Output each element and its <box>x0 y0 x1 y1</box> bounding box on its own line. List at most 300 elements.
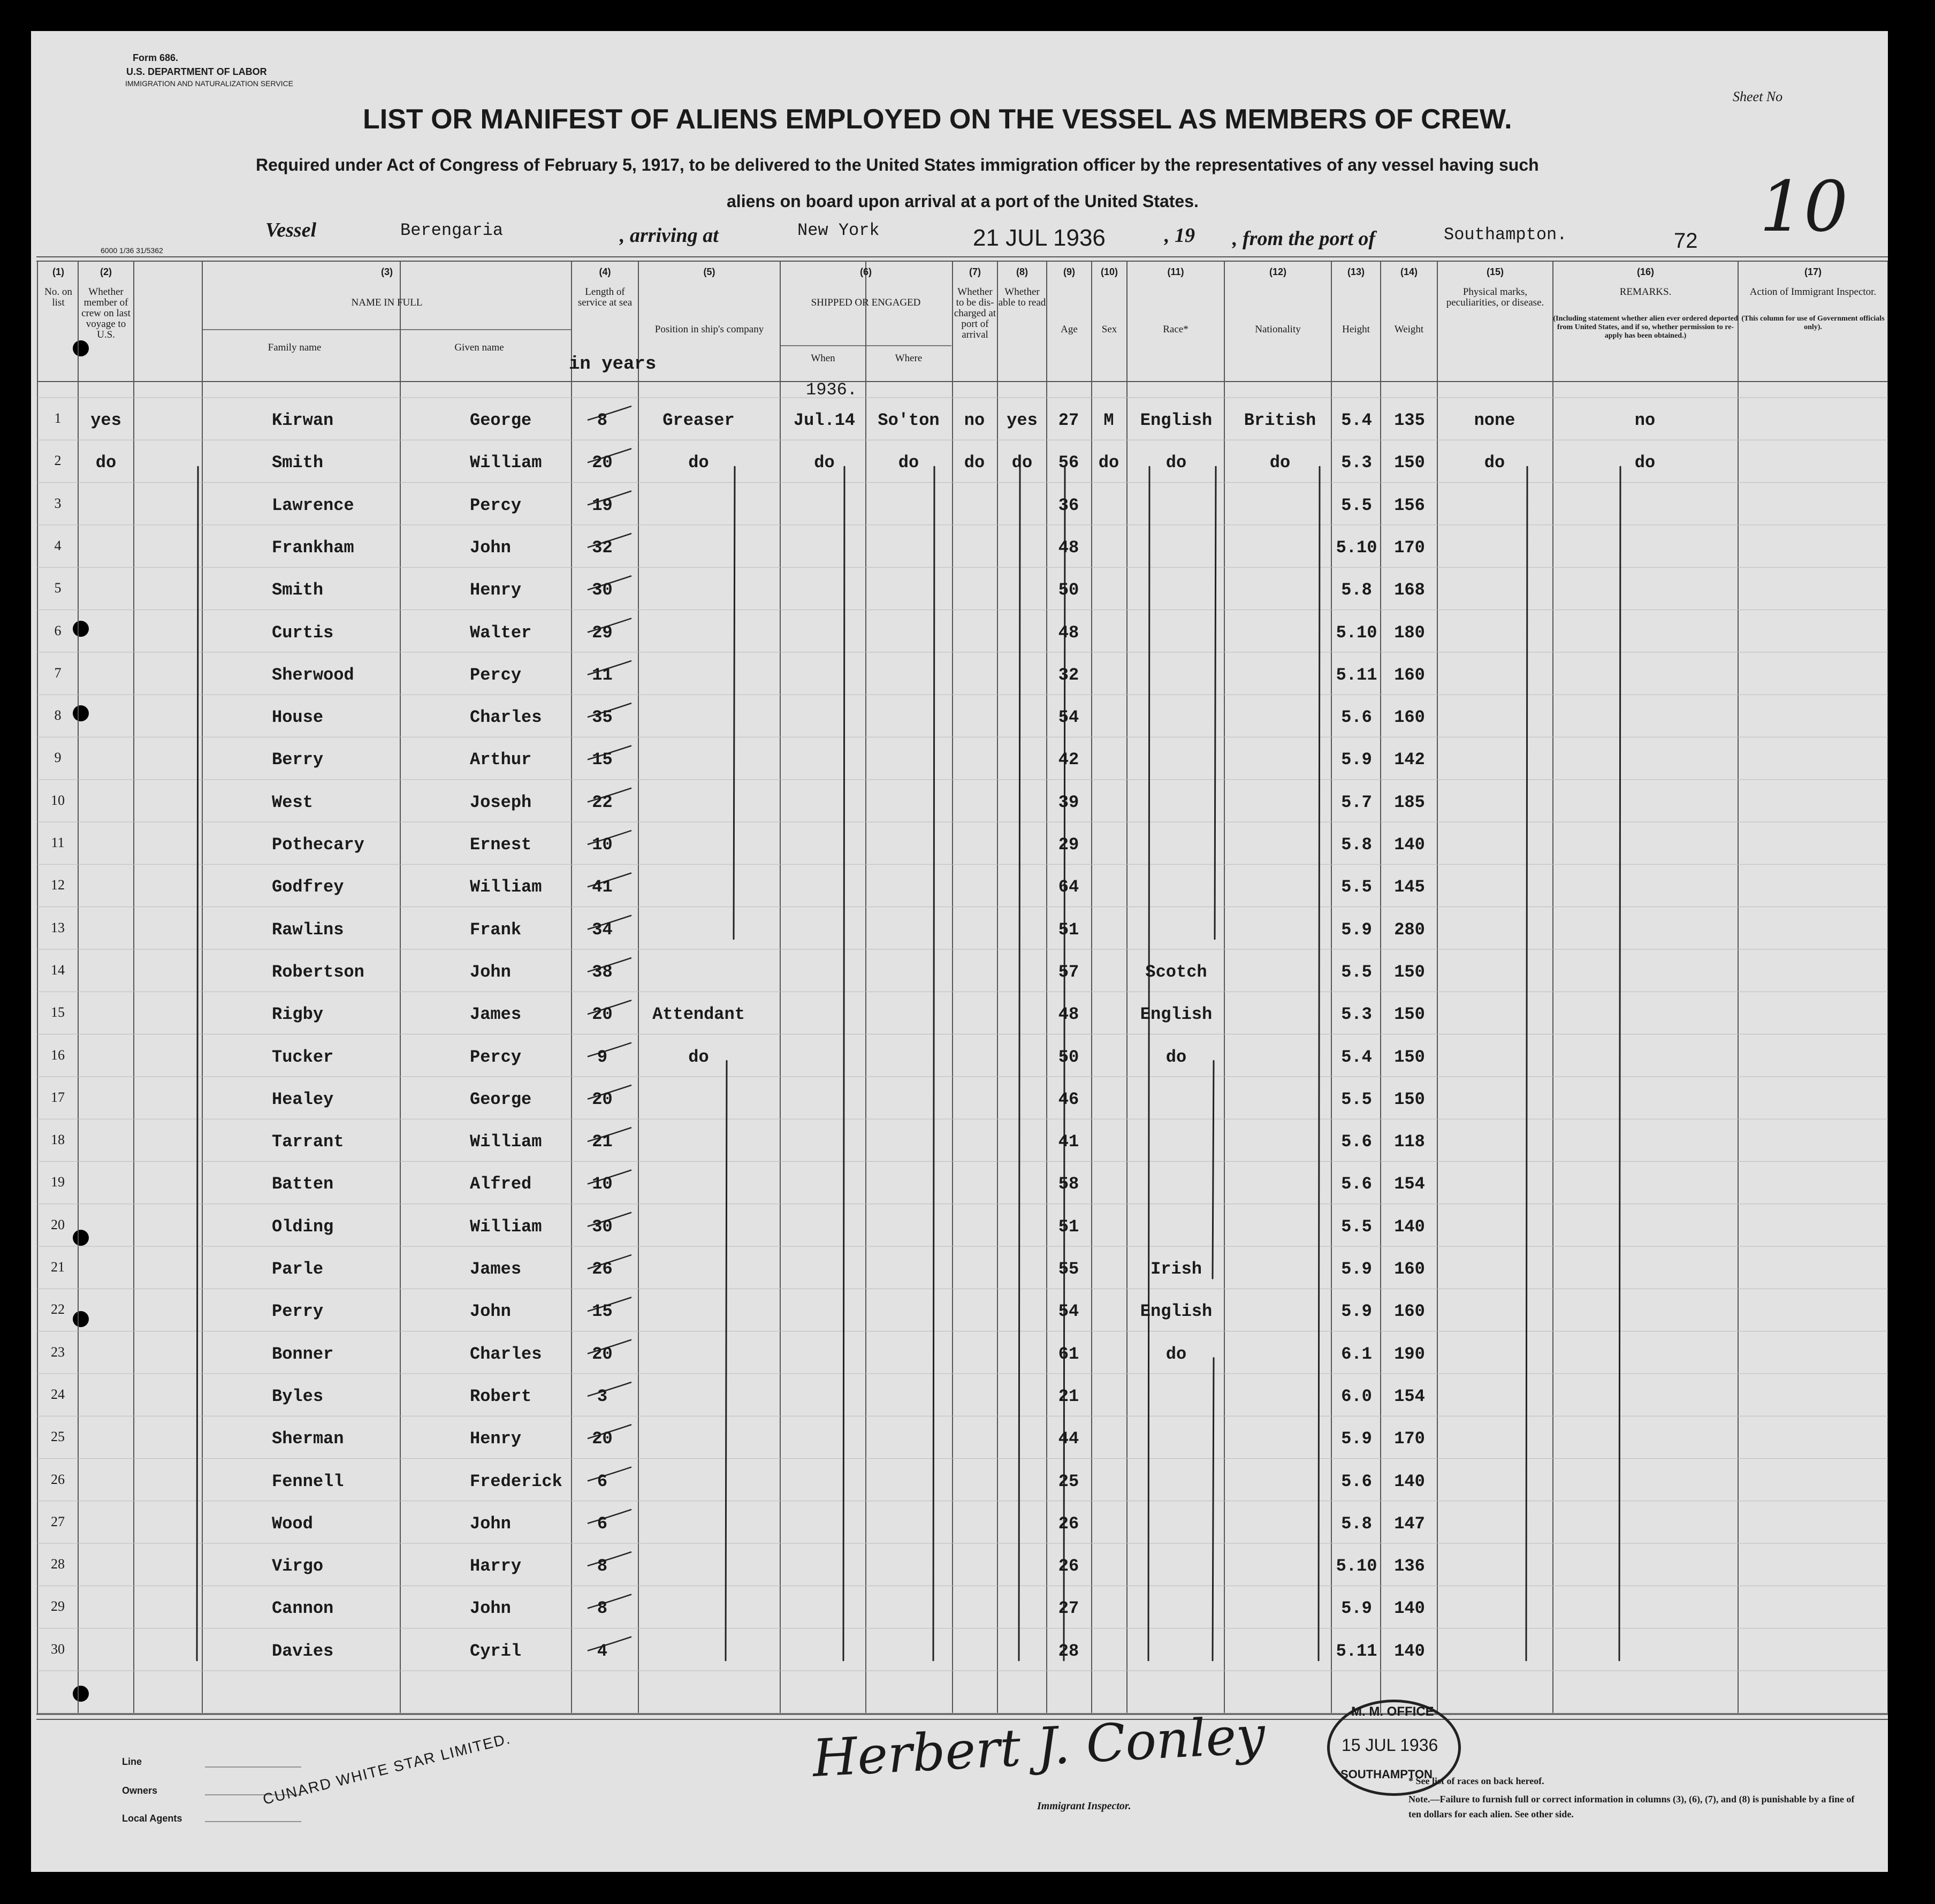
cell-race: do <box>1165 1047 1187 1067</box>
row-number: 5 <box>54 580 62 596</box>
column-label: Whether member of crew on last voyage to U.S. <box>81 286 131 340</box>
row-number: 1 <box>54 410 62 426</box>
cell-nationality: British <box>1244 410 1316 430</box>
cell-age: 44 <box>1058 1429 1079 1449</box>
subtitle-line-2: aliens on board upon arrival at a port of the United States. <box>727 192 1199 211</box>
cell-height: 5.4 <box>1341 1047 1372 1067</box>
cell-age: 51 <box>1058 919 1079 940</box>
office-stamp-bottom: SOUTHAMPTON <box>1340 1768 1433 1781</box>
column-label: Length of service at sea <box>577 286 633 308</box>
cell-weight: 118 <box>1394 1132 1425 1152</box>
cell-where: So'ton <box>878 410 940 430</box>
cell-service: 35 <box>592 707 613 728</box>
vessel-name: Berengaria <box>400 220 504 240</box>
column-label: Weight <box>1394 324 1424 335</box>
cell-given: Percy <box>470 1047 522 1067</box>
column-number: (8) <box>1016 266 1028 277</box>
cell-height: 5.6 <box>1341 1471 1372 1491</box>
cell-service: 22 <box>592 792 613 812</box>
cell-service: 8 <box>597 1598 608 1619</box>
cell-service: 19 <box>592 495 613 515</box>
year-note: 1936. <box>806 380 858 400</box>
cell-weight: 142 <box>1394 750 1425 770</box>
cell-age: 50 <box>1058 580 1079 600</box>
row-number: 21 <box>51 1259 65 1275</box>
inspector-label: Immigrant Inspector. <box>1037 1800 1131 1812</box>
row-number: 24 <box>51 1386 65 1402</box>
row-number: 13 <box>51 919 65 935</box>
cell-age: 57 <box>1058 962 1079 982</box>
cell-family: Byles <box>272 1386 324 1406</box>
cell-service: 4 <box>597 1641 608 1661</box>
cell-when: do <box>814 453 835 473</box>
cell-weight: 140 <box>1394 835 1425 855</box>
column-label: NAME IN FULL <box>351 297 423 308</box>
cell-service: 6 <box>597 1471 608 1491</box>
cell-height: 5.6 <box>1341 707 1372 728</box>
row-number: 28 <box>51 1556 65 1572</box>
cell-height: 5.9 <box>1341 1429 1372 1449</box>
ditto-line <box>197 467 198 1660</box>
column-number: (2) <box>100 266 112 277</box>
column-number: (12) <box>1269 266 1286 277</box>
cell-nationality: do <box>1269 453 1291 473</box>
from-port: Southampton. <box>1444 225 1567 245</box>
column-number: (1) <box>52 266 64 277</box>
cell-family: West <box>272 792 313 812</box>
row-number: 18 <box>51 1132 65 1148</box>
cell-service: 30 <box>592 1216 613 1237</box>
cell-discharged: no <box>964 410 985 430</box>
column-sublabel: When <box>811 353 835 364</box>
cell-height: 5.3 <box>1341 1004 1372 1025</box>
cell-weight: 147 <box>1394 1513 1425 1534</box>
cell-given: Charles <box>470 1344 542 1364</box>
row-number: 23 <box>51 1344 65 1360</box>
cell-given: James <box>470 1004 522 1025</box>
arriving-label: , arriving at <box>620 224 719 247</box>
cell-service: 20 <box>592 1429 613 1449</box>
column-label: Physical marks, peculiarities, or disease. <box>1446 286 1544 308</box>
cell-race: do <box>1165 1344 1187 1364</box>
cell-weight: 280 <box>1394 919 1425 940</box>
cell-weight: 150 <box>1394 453 1425 473</box>
department-label: U.S. DEPARTMENT OF LABOR <box>126 66 267 77</box>
row-number: 30 <box>51 1641 65 1657</box>
cell-family: Wood <box>272 1513 313 1534</box>
column-sublabel: Family name <box>268 342 322 353</box>
cell-service: 34 <box>592 919 613 940</box>
cell-race: Scotch <box>1145 962 1207 982</box>
cell-age: 26 <box>1058 1556 1079 1576</box>
page-title: LIST OR MANIFEST OF ALIENS EMPLOYED ON THE VESSEL AS MEMBERS OF CREW. <box>363 104 1512 135</box>
cell-family: Rigby <box>272 1004 324 1025</box>
cell-height: 5.8 <box>1341 580 1372 600</box>
sheet-number-handwritten: 10 <box>1759 166 1848 247</box>
column-label: Whether able to read <box>998 286 1046 308</box>
cell-service: 20 <box>592 453 613 473</box>
cell-height: 5.10 <box>1336 1556 1377 1576</box>
cell-service: 26 <box>592 1259 613 1279</box>
ditto-line <box>843 467 844 1660</box>
cell-service: 21 <box>592 1132 613 1152</box>
vessel-label: Vessel <box>265 219 316 241</box>
office-stamp-date: 15 JUL 1936 <box>1342 1735 1438 1755</box>
cell-age: 41 <box>1058 1132 1079 1152</box>
cell-service: 41 <box>592 877 613 897</box>
ditto-line <box>726 1061 727 1661</box>
column-number: (7) <box>969 266 981 277</box>
column-number: (15) <box>1486 266 1504 277</box>
column-label: Action of Immigrant Inspector. <box>1749 286 1877 298</box>
inspector-signature: Herbert J. Conley <box>811 1704 1267 1789</box>
cell-weight: 154 <box>1394 1174 1425 1194</box>
cell-given: Percy <box>470 665 522 685</box>
cell-given: Percy <box>470 495 522 515</box>
cell-age: 50 <box>1058 1047 1079 1067</box>
cell-age: 61 <box>1058 1344 1079 1364</box>
column-note: (This column for use of Government officials only). <box>1741 315 1885 331</box>
service-label: IMMIGRATION AND NATURALIZATION SERVICE <box>125 79 293 88</box>
row-number: 9 <box>54 750 62 766</box>
column-number: (4) <box>599 266 611 277</box>
cell-given: Harry <box>470 1556 522 1576</box>
cell-height: 6.0 <box>1341 1386 1372 1406</box>
cell-service: 10 <box>592 1174 613 1194</box>
cell-height: 5.11 <box>1336 665 1377 685</box>
cell-weight: 160 <box>1394 1259 1425 1279</box>
cell-height: 5.9 <box>1341 1301 1372 1322</box>
row-number: 10 <box>51 792 65 808</box>
cell-weight: 140 <box>1394 1471 1425 1491</box>
cell-weight: 160 <box>1394 1301 1425 1322</box>
row-number: 15 <box>51 1004 65 1020</box>
column-label: No. on list <box>44 286 72 308</box>
column-note: in years <box>569 354 657 375</box>
cell-given: George <box>470 410 532 430</box>
row-number: 25 <box>51 1429 65 1445</box>
column-sublabel: Given name <box>454 342 504 353</box>
cell-service: 32 <box>592 537 613 558</box>
cell-family: Pothecary <box>272 835 364 855</box>
ditto-line <box>1213 1358 1214 1661</box>
arrival-port: New York <box>797 220 880 240</box>
cell-height: 5.10 <box>1336 537 1377 558</box>
column-number: (9) <box>1063 266 1075 277</box>
cell-weight: 170 <box>1394 537 1425 558</box>
cell-given: John <box>470 1301 511 1322</box>
cell-family: Smith <box>272 580 324 600</box>
cell-age: 58 <box>1058 1174 1079 1194</box>
cell-age: 29 <box>1058 835 1079 855</box>
cell-height: 5.7 <box>1341 792 1372 812</box>
crew-count: 72 <box>1674 229 1698 253</box>
cell-age: 25 <box>1058 1471 1079 1491</box>
ditto-line <box>1215 467 1216 939</box>
column-note: (Including statement whether alien ever ordered deported from United States, and if so, whether permission to re-apply has been obtained.) <box>1553 315 1738 340</box>
cell-weight: 160 <box>1394 707 1425 728</box>
cell-family: House <box>272 707 324 728</box>
cell-age: 42 <box>1058 750 1079 770</box>
cell-weight: 135 <box>1394 410 1425 430</box>
cell-service: 6 <box>597 1513 608 1534</box>
ditto-line <box>1319 467 1320 1660</box>
cell-family: Frankham <box>272 537 354 558</box>
office-stamp-top: M. M. OFFICE <box>1351 1704 1434 1719</box>
cell-weight: 168 <box>1394 580 1425 600</box>
row-number: 16 <box>51 1047 65 1063</box>
row-number: 4 <box>54 537 62 553</box>
row-number: 8 <box>54 707 62 723</box>
cell-service: 20 <box>592 1344 613 1364</box>
cell-family: Fennell <box>272 1471 344 1491</box>
cell-weight: 150 <box>1394 962 1425 982</box>
cell-height: 5.8 <box>1341 835 1372 855</box>
cell-given: William <box>470 877 542 897</box>
row-number: 26 <box>51 1471 65 1487</box>
cell-family: Rawlins <box>272 919 344 940</box>
column-number: (5) <box>703 266 715 277</box>
cell-age: 32 <box>1058 665 1079 685</box>
cell-sex: do <box>1098 453 1119 473</box>
cell-given: John <box>470 1513 511 1534</box>
row-number: 6 <box>54 622 62 638</box>
cell-weight: 145 <box>1394 877 1425 897</box>
column-number: (14) <box>1400 266 1418 277</box>
cell-age: 48 <box>1058 537 1079 558</box>
cell-family: Robertson <box>272 962 364 982</box>
cell-age: 27 <box>1058 410 1079 430</box>
cell-height: 6.1 <box>1341 1344 1372 1364</box>
cell-given: William <box>470 1216 542 1237</box>
row-number: 7 <box>54 665 62 681</box>
row-number: 20 <box>51 1216 65 1232</box>
cell-race: English <box>1140 410 1213 430</box>
cell-height: 5.6 <box>1341 1174 1372 1194</box>
cell-service: 9 <box>597 1047 608 1067</box>
cell-weight: 140 <box>1394 1598 1425 1619</box>
cell-family: Berry <box>272 750 324 770</box>
cell-age: 56 <box>1058 453 1079 473</box>
cell-age: 51 <box>1058 1216 1079 1237</box>
cell-family: Davies <box>272 1641 334 1661</box>
cell-family: Parle <box>272 1259 324 1279</box>
column-label: Whether to be dis-charged at port of arrival <box>954 286 996 340</box>
cell-service: 15 <box>592 1301 613 1322</box>
cell-given: George <box>470 1089 532 1109</box>
from-port-label: , from the port of <box>1232 227 1376 250</box>
cell-sex: M <box>1103 410 1114 430</box>
subtitle-line-1: Required under Act of Congress of February 5, 1917, to be delivered to the United States immigration officer by the representatives of any vessel having such <box>256 155 1539 174</box>
cell-given: Alfred <box>470 1174 532 1194</box>
cell-height: 5.5 <box>1341 962 1372 982</box>
cell-given: James <box>470 1259 522 1279</box>
row-number: 12 <box>51 877 65 893</box>
cell-read: do <box>1011 453 1033 473</box>
row-number: 29 <box>51 1598 65 1614</box>
footer-note-penalty: Note.—Failure to furnish full or correct information in columns (3), (6), (7), and (8) is punishable by a fine of ten dollars for each alien. See other side. <box>1408 1794 1855 1819</box>
cell-service: 38 <box>592 962 613 982</box>
cell-height: 5.4 <box>1341 410 1372 430</box>
column-number: (3) <box>381 266 393 277</box>
column-number: (11) <box>1167 266 1184 277</box>
cell-race: do <box>1165 453 1187 473</box>
cell-height: 5.11 <box>1336 1641 1377 1661</box>
cell-given: Walter <box>470 622 532 643</box>
column-number: (10) <box>1100 266 1118 277</box>
cell-weight: 170 <box>1394 1429 1425 1449</box>
column-label: SHIPPED OR ENGAGED <box>811 297 921 308</box>
cell-given: Ernest <box>470 835 532 855</box>
cell-family: Sherman <box>272 1429 344 1449</box>
cell-height: 5.5 <box>1341 877 1372 897</box>
column-number: (6) <box>860 266 872 277</box>
cell-age: 26 <box>1058 1513 1079 1534</box>
cell-age: 21 <box>1058 1386 1079 1406</box>
manifest-page <box>31 31 1888 1872</box>
ditto-line <box>1019 467 1020 1660</box>
ditto-line <box>933 467 934 1660</box>
cell-family: Tucker <box>272 1047 334 1067</box>
cell-given: Charles <box>470 707 542 728</box>
cell-height: 5.5 <box>1341 495 1372 515</box>
cell-race: English <box>1140 1301 1213 1322</box>
local-agents-label: Local Agents <box>122 1813 182 1824</box>
cell-height: 5.5 <box>1341 1216 1372 1237</box>
cell-remarks: do <box>1634 453 1656 473</box>
cell-family: Tarrant <box>272 1132 344 1152</box>
column-label: Age <box>1061 324 1078 335</box>
cell-where: do <box>898 453 919 473</box>
cell-given: John <box>470 537 511 558</box>
cell-age: 54 <box>1058 1301 1079 1322</box>
cell-position: Greaser <box>662 410 735 430</box>
agent-stamp: CUNARD WHITE STAR LIMITED. <box>261 1730 513 1808</box>
cell-service: 20 <box>592 1004 613 1025</box>
cell-weight: 185 <box>1394 792 1425 812</box>
cell-weight: 180 <box>1394 622 1425 643</box>
column-number: (13) <box>1347 266 1365 277</box>
cell-weight: 150 <box>1394 1089 1425 1109</box>
cell-service: 8 <box>597 410 608 430</box>
cell-service: 20 <box>592 1089 613 1109</box>
cell-family: Lawrence <box>272 495 354 515</box>
cell-given: Henry <box>470 580 522 600</box>
column-sublabel: Where <box>895 353 923 364</box>
cell-age: 55 <box>1058 1259 1079 1279</box>
cell-service: 15 <box>592 750 613 770</box>
cell-position: do <box>688 453 709 473</box>
row-number: 22 <box>51 1301 65 1317</box>
cell-age: 48 <box>1058 1004 1079 1025</box>
row-number: 14 <box>51 962 65 978</box>
year-label: , 19 <box>1164 224 1195 247</box>
cell-height: 5.8 <box>1341 1513 1372 1534</box>
cell-height: 5.3 <box>1341 453 1372 473</box>
column-label: Race* <box>1163 324 1189 335</box>
row-number: 19 <box>51 1174 65 1190</box>
cell-family: Cannon <box>272 1598 334 1619</box>
cell-discharged: do <box>964 453 985 473</box>
cell-age: 39 <box>1058 792 1079 812</box>
row-number: 17 <box>51 1089 65 1105</box>
cell-height: 5.10 <box>1336 622 1377 643</box>
ditto-line <box>1526 467 1527 1660</box>
owners-label: Owners <box>122 1785 158 1796</box>
cell-family: Healey <box>272 1089 334 1109</box>
line-label: Line <box>122 1756 142 1767</box>
cell-service: 3 <box>597 1386 608 1406</box>
cell-service: 10 <box>592 835 613 855</box>
cell-family: Curtis <box>272 622 334 643</box>
cell-prev: yes <box>90 410 121 430</box>
arrival-date-stamp: 21 JUL 1936 <box>973 225 1106 251</box>
cell-service: 29 <box>592 622 613 643</box>
cell-age: 36 <box>1058 495 1079 515</box>
footer-note-races: * See list of races on back hereof. <box>1408 1776 1544 1786</box>
cell-age: 54 <box>1058 707 1079 728</box>
sheet-label: Sheet No <box>1733 89 1783 104</box>
row-number: 2 <box>54 453 62 469</box>
cell-given: William <box>470 1132 542 1152</box>
cell-family: Virgo <box>272 1556 324 1576</box>
row-number: 3 <box>54 495 62 511</box>
cell-weight: 136 <box>1394 1556 1425 1576</box>
cell-height: 5.5 <box>1341 1089 1372 1109</box>
column-number: (17) <box>1804 266 1822 277</box>
form-number: Form 686. <box>133 52 179 63</box>
cell-prev: do <box>95 453 117 473</box>
row-number: 11 <box>51 835 65 850</box>
cell-marks: none <box>1474 410 1515 430</box>
cell-given: Henry <box>470 1429 522 1449</box>
cell-family: Godfrey <box>272 877 344 897</box>
cell-given: Frank <box>470 919 522 940</box>
cell-family: Batten <box>272 1174 334 1194</box>
cell-family: Kirwan <box>272 410 334 430</box>
cell-marks: do <box>1484 453 1505 473</box>
cell-service: 30 <box>592 580 613 600</box>
column-label: Height <box>1342 324 1370 335</box>
cell-weight: 140 <box>1394 1641 1425 1661</box>
cell-given: Robert <box>470 1386 532 1406</box>
cell-race: English <box>1140 1004 1213 1025</box>
cell-weight: 150 <box>1394 1004 1425 1025</box>
row-number: 27 <box>51 1513 65 1529</box>
cell-age: 27 <box>1058 1598 1079 1619</box>
ditto-line <box>734 467 735 939</box>
cell-height: 5.9 <box>1341 750 1372 770</box>
cell-weight: 156 <box>1394 495 1425 515</box>
cell-height: 5.9 <box>1341 1259 1372 1279</box>
cell-given: John <box>470 962 511 982</box>
cell-weight: 154 <box>1394 1386 1425 1406</box>
cell-service: 11 <box>592 665 613 685</box>
cell-weight: 150 <box>1394 1047 1425 1067</box>
column-label: Position in ship's company <box>654 324 764 335</box>
cell-height: 5.9 <box>1341 919 1372 940</box>
cell-height: 5.6 <box>1341 1132 1372 1152</box>
column-label: Sex <box>1101 324 1117 335</box>
cell-given: Joseph <box>470 792 532 812</box>
cell-given: Arthur <box>470 750 532 770</box>
cell-weight: 160 <box>1394 665 1425 685</box>
cell-weight: 190 <box>1394 1344 1425 1364</box>
cell-age: 46 <box>1058 1089 1079 1109</box>
cell-weight: 140 <box>1394 1216 1425 1237</box>
cell-read: yes <box>1007 410 1038 430</box>
ditto-line <box>1619 467 1620 1660</box>
